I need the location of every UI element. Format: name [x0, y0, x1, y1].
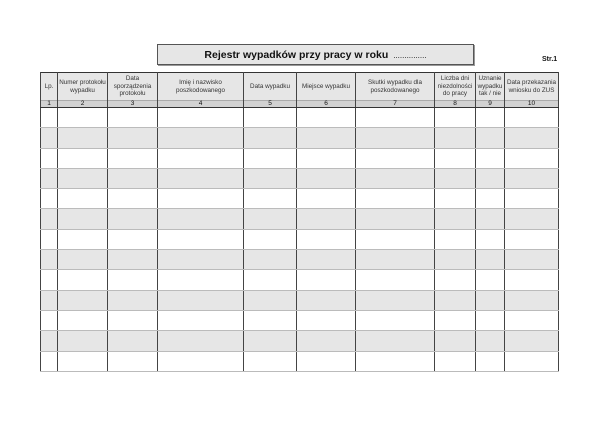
table-cell[interactable] — [41, 168, 58, 188]
column-number: 10 — [505, 101, 559, 108]
table-cell[interactable] — [297, 310, 356, 330]
table-cell[interactable] — [58, 331, 108, 351]
table-cell[interactable] — [58, 148, 108, 168]
column-header-accident-date: Data wypadku — [244, 73, 297, 101]
table-cell[interactable] — [158, 290, 244, 310]
table-cell[interactable] — [435, 290, 476, 310]
table-row — [41, 290, 559, 310]
register-rows — [41, 108, 559, 372]
table-cell[interactable] — [108, 108, 158, 128]
table-cell[interactable] — [158, 310, 244, 330]
table-cell[interactable] — [435, 331, 476, 351]
table-cell[interactable] — [158, 351, 244, 371]
table-cell[interactable] — [505, 351, 559, 371]
table-cell[interactable] — [41, 128, 58, 148]
table-cell[interactable] — [476, 108, 505, 128]
table-cell[interactable] — [58, 209, 108, 229]
table-cell[interactable] — [41, 209, 58, 229]
year-blank-field: ............... — [393, 51, 427, 60]
table-cell[interactable] — [297, 148, 356, 168]
column-header-protocol-date: Data sporządzenia protokołu — [108, 73, 158, 101]
table-cell[interactable] — [356, 128, 435, 148]
table-cell[interactable] — [244, 331, 297, 351]
table-cell[interactable] — [244, 108, 297, 128]
table-cell[interactable] — [476, 128, 505, 148]
table-cell[interactable] — [108, 351, 158, 371]
table-cell[interactable] — [244, 189, 297, 209]
table-cell[interactable] — [356, 310, 435, 330]
table-cell[interactable] — [505, 209, 559, 229]
column-header-effects: Skutki wypadku dla poszkodowanego — [356, 73, 435, 101]
column-number: 2 — [58, 101, 108, 108]
column-header-row — [41, 73, 559, 101]
table-cell[interactable] — [476, 229, 505, 249]
table-cell[interactable] — [41, 270, 58, 290]
table-cell[interactable] — [297, 128, 356, 148]
table-cell[interactable] — [108, 250, 158, 270]
table-cell[interactable] — [476, 189, 505, 209]
table-cell[interactable] — [244, 290, 297, 310]
column-header-lp: Lp. — [41, 73, 58, 101]
column-header-protocol-number: Numer protokołu wypadku — [58, 73, 108, 101]
table-cell[interactable] — [158, 270, 244, 290]
table-cell[interactable] — [356, 108, 435, 128]
table-cell[interactable] — [476, 290, 505, 310]
table-cell[interactable] — [476, 270, 505, 290]
table-cell[interactable] — [505, 290, 559, 310]
table-cell[interactable] — [356, 189, 435, 209]
table-cell[interactable] — [158, 189, 244, 209]
table-cell[interactable] — [41, 108, 58, 128]
column-header-recognition: Uznanie wypadku tak / nie — [476, 73, 505, 101]
table-cell[interactable] — [158, 209, 244, 229]
table-cell[interactable] — [435, 148, 476, 168]
column-number-row — [41, 101, 559, 108]
table-row — [41, 310, 559, 330]
table-cell[interactable] — [58, 189, 108, 209]
table-cell[interactable] — [356, 250, 435, 270]
table-row — [41, 189, 559, 209]
table-cell[interactable] — [505, 270, 559, 290]
table-cell[interactable] — [41, 290, 58, 310]
table-cell[interactable] — [58, 270, 108, 290]
table-cell[interactable] — [297, 290, 356, 310]
table-cell[interactable] — [41, 229, 58, 249]
column-number: 4 — [158, 101, 244, 108]
table-cell[interactable] — [41, 148, 58, 168]
table-cell[interactable] — [476, 250, 505, 270]
table-row — [41, 351, 559, 371]
column-header-name: Imię i nazwisko poszkodowanego — [158, 73, 244, 101]
table-cell[interactable] — [435, 108, 476, 128]
table-cell[interactable] — [244, 250, 297, 270]
table-cell[interactable] — [158, 108, 244, 128]
table-cell[interactable] — [244, 148, 297, 168]
table-cell[interactable] — [297, 229, 356, 249]
column-header-accident-place: Miejsce wypadku — [297, 73, 356, 101]
table-cell[interactable] — [505, 229, 559, 249]
table-cell[interactable] — [58, 310, 108, 330]
table-cell[interactable] — [476, 331, 505, 351]
table-cell[interactable] — [41, 250, 58, 270]
table-cell[interactable] — [356, 351, 435, 371]
table-cell[interactable] — [158, 229, 244, 249]
table-cell[interactable] — [108, 209, 158, 229]
table-cell[interactable] — [297, 270, 356, 290]
table-cell[interactable] — [58, 290, 108, 310]
table-cell[interactable] — [435, 270, 476, 290]
column-number: 8 — [435, 101, 476, 108]
table-row — [41, 209, 559, 229]
table-cell[interactable] — [158, 148, 244, 168]
register-title: Rejestr wypadków przy pracy w roku — [204, 48, 389, 61]
table-cell[interactable] — [356, 148, 435, 168]
table-cell[interactable] — [244, 310, 297, 330]
table-cell[interactable] — [244, 209, 297, 229]
table-cell[interactable] — [435, 168, 476, 188]
table-cell[interactable] — [297, 351, 356, 371]
page-number: Str.1 — [542, 56, 558, 63]
table-cell[interactable] — [41, 331, 58, 351]
table-cell[interactable] — [476, 168, 505, 188]
table-cell[interactable] — [476, 351, 505, 371]
table-cell[interactable] — [41, 189, 58, 209]
table-cell[interactable] — [435, 209, 476, 229]
column-number: 5 — [244, 101, 297, 108]
table-cell[interactable] — [244, 168, 297, 188]
table-cell[interactable] — [108, 229, 158, 249]
table-cell[interactable] — [297, 331, 356, 351]
table-cell[interactable] — [505, 148, 559, 168]
table-row — [41, 250, 559, 270]
table-cell[interactable] — [108, 270, 158, 290]
table-cell[interactable] — [108, 290, 158, 310]
table-cell[interactable] — [297, 189, 356, 209]
table-cell[interactable] — [356, 229, 435, 249]
table-cell[interactable] — [356, 331, 435, 351]
table-cell[interactable] — [41, 351, 58, 371]
table-cell[interactable] — [244, 351, 297, 371]
table-cell[interactable] — [297, 250, 356, 270]
table-cell[interactable] — [108, 128, 158, 148]
table-row — [41, 270, 559, 290]
table-row — [41, 148, 559, 168]
register-title-box — [157, 44, 474, 65]
table-cell[interactable] — [244, 270, 297, 290]
column-header-zus-date: Data przekazania wniosku do ZUS — [505, 73, 559, 101]
table-cell[interactable] — [108, 189, 158, 209]
table-cell[interactable] — [108, 331, 158, 351]
table-cell[interactable] — [58, 168, 108, 188]
table-cell[interactable] — [356, 270, 435, 290]
table-cell[interactable] — [505, 108, 559, 128]
table-cell[interactable] — [476, 148, 505, 168]
table-cell[interactable] — [356, 290, 435, 310]
table-row — [41, 168, 559, 188]
table-cell[interactable] — [476, 310, 505, 330]
table-cell[interactable] — [41, 310, 58, 330]
table-cell[interactable] — [505, 250, 559, 270]
table-cell[interactable] — [244, 229, 297, 249]
table-cell[interactable] — [58, 229, 108, 249]
table-cell[interactable] — [158, 331, 244, 351]
table-cell[interactable] — [158, 168, 244, 188]
table-cell[interactable] — [435, 351, 476, 371]
table-cell[interactable] — [505, 168, 559, 188]
table-cell[interactable] — [356, 168, 435, 188]
table-row — [41, 331, 559, 351]
table-row — [41, 128, 559, 148]
column-number: 7 — [356, 101, 435, 108]
table-cell[interactable] — [505, 331, 559, 351]
table-cell[interactable] — [435, 128, 476, 148]
table-row — [41, 229, 559, 249]
table-cell[interactable] — [435, 250, 476, 270]
table-cell[interactable] — [505, 128, 559, 148]
table-cell[interactable] — [505, 310, 559, 330]
table-cell[interactable] — [244, 128, 297, 148]
accident-register-table — [40, 72, 559, 372]
table-cell[interactable] — [58, 250, 108, 270]
column-number: 6 — [297, 101, 356, 108]
table-cell[interactable] — [505, 189, 559, 209]
table-cell[interactable] — [356, 209, 435, 229]
table-cell[interactable] — [297, 108, 356, 128]
table-cell[interactable] — [108, 310, 158, 330]
table-row — [41, 108, 559, 128]
table-cell[interactable] — [58, 108, 108, 128]
column-number: 3 — [108, 101, 158, 108]
table-cell[interactable] — [297, 209, 356, 229]
table-cell[interactable] — [158, 250, 244, 270]
table-cell[interactable] — [476, 209, 505, 229]
table-cell[interactable] — [435, 310, 476, 330]
column-header-sick-days: Liczba dni niezdolności do pracy — [435, 73, 476, 101]
table-cell[interactable] — [58, 351, 108, 371]
table-cell[interactable] — [435, 229, 476, 249]
column-number: 9 — [476, 101, 505, 108]
column-number: 1 — [41, 101, 58, 108]
table-cell[interactable] — [108, 168, 158, 188]
table-cell[interactable] — [58, 128, 108, 148]
table-cell[interactable] — [158, 128, 244, 148]
table-cell[interactable] — [108, 148, 158, 168]
table-cell[interactable] — [297, 168, 356, 188]
table-cell[interactable] — [435, 189, 476, 209]
